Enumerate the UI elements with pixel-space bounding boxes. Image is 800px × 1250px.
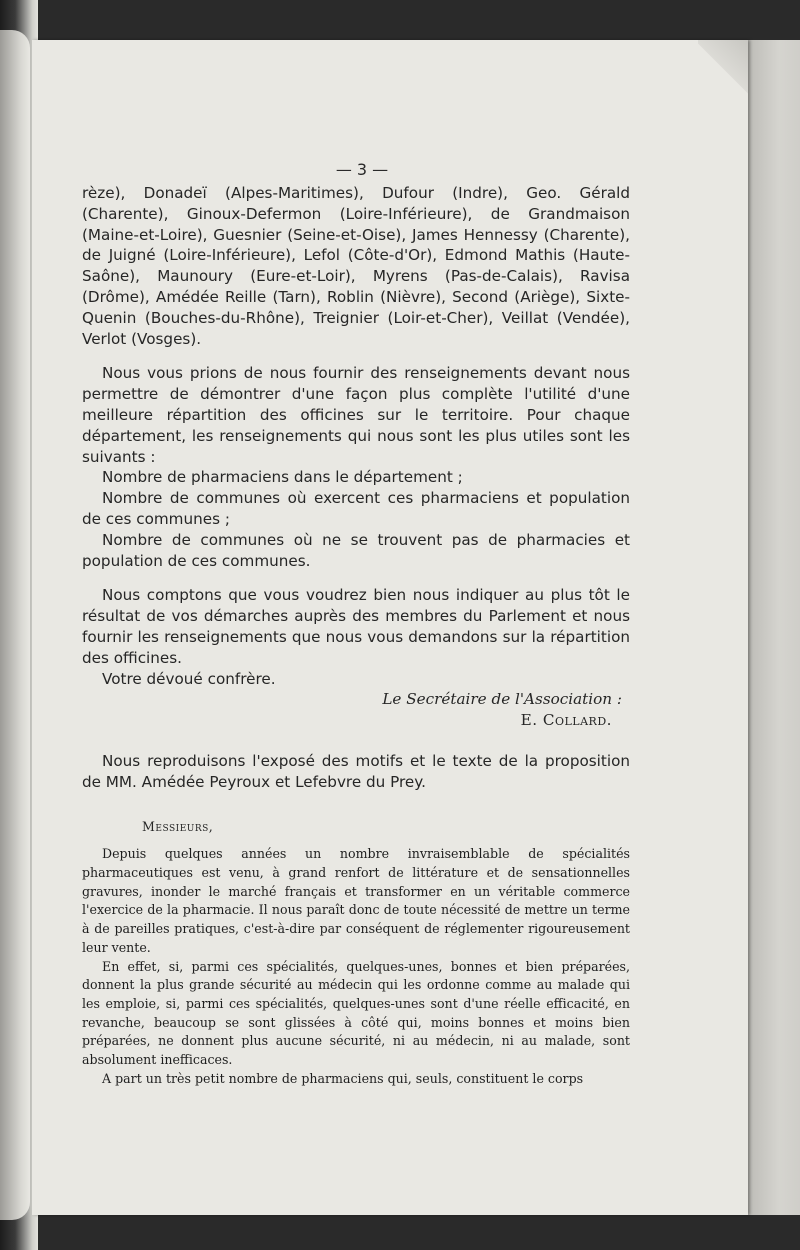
reproduction-note: Nous reproduisons l'exposé des motifs et le texte de la proposition de MM. Amédée Peyroux et Lefebvre du Prey. xyxy=(82,751,630,791)
expose-salutation: Messieurs, xyxy=(142,818,214,834)
page-body xyxy=(82,150,630,1088)
expose-paragraph-2: En effet, si, parmi ces spécialités, quelques-unes, bonnes et bien préparées, donnent la plus grande sécurité au médecin qui les ordonne comme au malade qui les emploie, si, parmi ces spécialités, quelques-unes sont d'une réelle efficacité, en revanche, beaucoup se sont glissées à côté qui, moins bonnes et moins bien préparées, ne donnent plus aucune sécurité, ni au médecin, ni au malade, sont absolument inefficaces. xyxy=(82,958,630,1068)
request-paragraph: Nous vous prions de nous fournir des renseignements devant nous permettre de démontrer d'une façon plus complète l'utilité d'une meilleure répartition des officines sur le territoire. Pour chaque département, les renseignements qui nous sont les plus utiles sont les suivants : xyxy=(82,364,630,466)
expose-paragraph-1: Depuis quelques années un nombre invraisemblable de spécialités pharmaceutiques est venu, à grand renfort de littérature et de sensationnelles gravures, inonder le marché français et transformer en un véritable commerce l'exercice de la pharmacie. Il nous paraît donc de toute nécessité de mettre un terme à de pareilles pratiques, c'est-à-dire par conséquent de réglementer rigoureusement leur vente. xyxy=(82,846,630,955)
signature-title: Le Secrétaire de l'Association : xyxy=(382,690,622,709)
previous-page-edge xyxy=(0,30,30,1220)
list-item-communes-with-pharmacies: Nombre de communes où exercent ces pharmaciens et population de ces communes ; xyxy=(82,489,630,528)
list-item-pharmacists: Nombre de pharmaciens dans le département ; xyxy=(102,468,463,487)
signature-name: E. Collard. xyxy=(520,711,612,730)
folded-corner xyxy=(698,40,748,96)
expose-paragraph-3: A part un très petit nombre de pharmaciens qui, seuls, constituent le corps xyxy=(102,1070,584,1086)
list-item-communes-without-pharmacies: Nombre de communes où ne se trouvent pas de pharmacies et population de ces communes. xyxy=(82,530,630,570)
page-number: — 3 — xyxy=(335,160,389,179)
closing-paragraph: Nous comptons que vous voudrez bien nous indiquer au plus tôt le résultat de vos démarches auprès des membres du Parlement et nous fournir les renseignements que nous vous demandons sur la répartition des officines. xyxy=(82,586,630,667)
page-stack-edge-right xyxy=(748,40,800,1215)
deputies-list-paragraph: rèze), Donadeï (Alpes-Maritimes), Dufour (Indre), Geo. Gérald (Charente), Ginoux-Defermon (Loire-Inférieure), de Grandmaison (Maine-et-Loire), Guesnier (Seine-et-Oise), James Hennessy (Charente), de Juigné (Loire-Inférieure), Lefol (Côte-d'Or), Edmond Mathis (Haute-Saône), Maunoury (Eure-et-Loir), Myrens (Pas-de-Calais), Ravisa (Drôme), Amédée Reille (Tarn), Roblin (Nièvre), Second (Ariège), Sixte-Quenin (Bouches-du-Rhône), Treignier (Loir-et-Cher), Veillat (Vendée), Verlot (Vosges). xyxy=(82,184,630,348)
regards-line: Votre dévoué confrère. xyxy=(102,669,276,688)
